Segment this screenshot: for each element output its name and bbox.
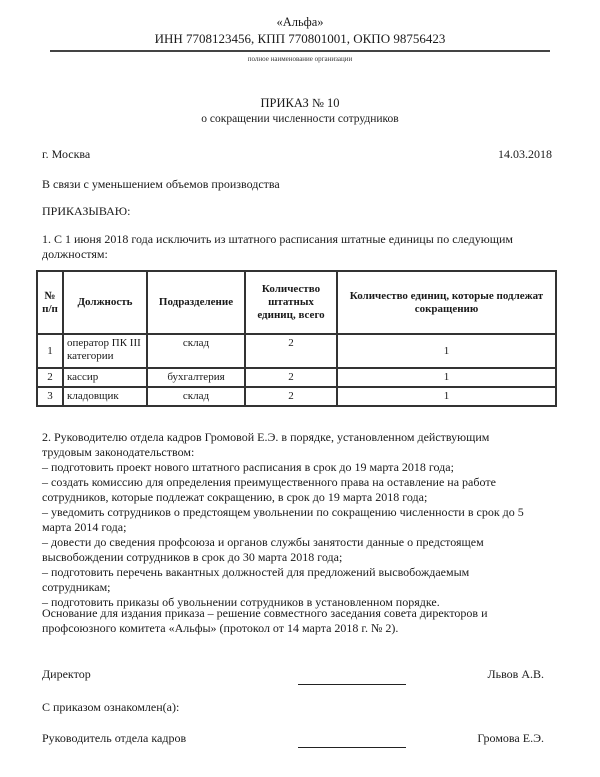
row-reduced-units: 1 xyxy=(337,368,556,387)
row-number: 1 xyxy=(37,334,63,368)
order-date: 14.03.2018 xyxy=(498,147,552,161)
director-label: Директор xyxy=(42,667,91,681)
header-number: № п/п xyxy=(37,271,63,334)
item2-line: – довести до сведения профсоюза и органов службы занятости данные о предстоящем xyxy=(42,535,484,549)
order-item-1: 1. С 1 июня 2018 года исключить из штатного расписания штатные единицы по следующим должностям: xyxy=(42,232,513,261)
hr-head-label: Руководитель отдела кадров xyxy=(42,731,187,745)
header-position: Должность xyxy=(63,271,147,334)
row-total-units: 2 xyxy=(245,387,337,406)
organization-codes: ИНН 7708123456, КПП 770801001, ОКПО 98756423 xyxy=(154,31,446,46)
order-city: г. Москва xyxy=(42,147,91,161)
row-number: 3 xyxy=(37,387,63,406)
row-position: кассир xyxy=(63,368,147,387)
item2-line: сотрудников, которые подлежат сокращению, в срок до 19 марта 2018 года; xyxy=(42,490,428,504)
row-number: 2 xyxy=(37,368,63,387)
header-department: Подразделение xyxy=(147,271,245,334)
item2-line: – уведомить сотрудников о предстоящем увольнении по сокращению численности в срок до 5 xyxy=(42,505,524,519)
order-item-2 xyxy=(42,430,562,610)
header-divider xyxy=(50,50,550,52)
order-title: ПРИКАЗ № 10 xyxy=(260,96,340,110)
table-row xyxy=(37,368,556,387)
row-department: бухгалтерия xyxy=(147,368,245,387)
item2-line: – создать комиссию для определения преимущественного права на оставление на работе xyxy=(42,475,496,489)
organization-name: «Альфа» xyxy=(276,15,324,29)
item2-line: – подготовить перечень вакантных должностей для предложений высвобождаемым xyxy=(42,565,470,579)
row-total-units: 2 xyxy=(245,334,337,368)
header-reduced-units: Количество единиц, которые подлежат сокращению xyxy=(337,271,556,334)
row-reduced-units: 1 xyxy=(337,387,556,406)
director-name: Львов А.В. xyxy=(487,667,544,681)
row-position: оператор ПК III категории xyxy=(63,334,147,368)
table-row xyxy=(37,334,556,368)
hr-head-signature-line xyxy=(298,747,406,748)
table-row xyxy=(37,387,556,406)
row-reduced-units: 1 xyxy=(337,334,556,368)
item2-line: – подготовить приказы об увольнении сотрудников в установленном порядке. xyxy=(42,595,440,609)
item2-line: 2. Руководителю отдела кадров Громовой Е.Э. в порядке, установленном действующим xyxy=(42,430,490,444)
item2-line: сотрудникам; xyxy=(42,580,111,594)
staff-reduction-table xyxy=(36,270,557,407)
row-position: кладовщик xyxy=(63,387,147,406)
order-subtitle: о сокращении численности сотрудников xyxy=(201,113,399,125)
director-signature-line xyxy=(298,684,406,685)
row-total-units: 2 xyxy=(245,368,337,387)
header-total-units: Количество штатных единиц, всего xyxy=(245,271,337,334)
item2-line: – подготовить проект нового штатного расписания в срок до 19 марта 2018 года; xyxy=(42,460,454,474)
row-department: склад xyxy=(147,387,245,406)
order-basis: Основание для издания приказа – решение совместного заседания совета директоров и профсоюзного комитета «Альфы» (протокол от 14 марта 2018 г. № 2). xyxy=(42,606,488,635)
hr-head-name: Громова Е.Э. xyxy=(477,731,544,745)
item2-line: высвобождении сотрудников в срок до 30 марта 2018 года; xyxy=(42,550,343,564)
row-department: склад xyxy=(147,334,245,368)
acquainted-label: С приказом ознакомлен(а): xyxy=(42,700,180,714)
item2-line: трудовым законодательством: xyxy=(42,445,195,459)
item2-line: марта 2014 года; xyxy=(42,520,127,534)
order-directive: ПРИКАЗЫВАЮ: xyxy=(42,204,131,218)
organization-caption: полное наименование организации xyxy=(247,55,353,63)
table-header-row xyxy=(37,271,556,334)
order-intro: В связи с уменьшением объемов производства xyxy=(42,177,280,191)
